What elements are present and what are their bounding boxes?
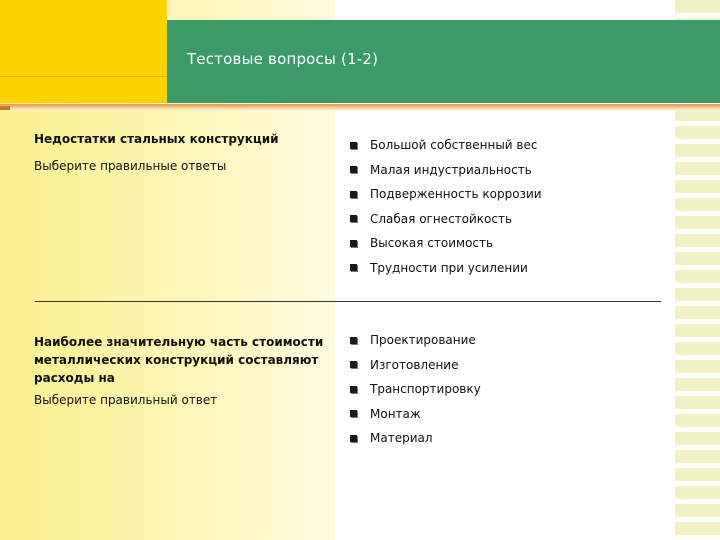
option-label: Транспортировку <box>370 382 481 397</box>
header-accent-block <box>0 0 167 103</box>
question-2-option[interactable] <box>350 377 481 402</box>
square-checkbox-icon[interactable] <box>350 191 357 198</box>
option-label: Трудности при усилении <box>370 260 528 275</box>
question-1-title: Недостатки стальных конструкций <box>34 132 279 146</box>
option-label: Малая индустриальность <box>370 162 532 177</box>
question-1-option[interactable] <box>350 133 542 158</box>
option-label: Подверженность коррозии <box>370 187 542 202</box>
question-2-options <box>350 328 481 451</box>
question-1-option[interactable] <box>350 256 542 281</box>
question-2-option[interactable] <box>350 353 481 378</box>
square-checkbox-icon[interactable] <box>350 142 357 149</box>
option-label: Высокая стоимость <box>370 236 494 251</box>
option-label: Проектирование <box>370 333 476 348</box>
question-divider <box>35 301 661 302</box>
question-1-option[interactable] <box>350 207 542 232</box>
option-label: Монтаж <box>370 406 421 421</box>
square-checkbox-icon[interactable] <box>350 215 357 222</box>
title-underline <box>0 104 720 110</box>
square-checkbox-icon[interactable] <box>350 386 357 393</box>
title-underline-mark <box>0 106 10 110</box>
question-1-option[interactable] <box>350 158 542 183</box>
question-2-option[interactable] <box>350 328 481 353</box>
header-accent-line <box>0 76 167 77</box>
square-checkbox-icon[interactable] <box>350 410 357 417</box>
square-checkbox-icon[interactable] <box>350 337 357 344</box>
option-label: Материал <box>370 431 433 446</box>
option-label: Слабая огнестойкость <box>370 211 513 226</box>
option-label: Большой собственный вес <box>370 138 538 153</box>
question-2-option[interactable] <box>350 402 481 427</box>
square-checkbox-icon[interactable] <box>350 240 357 247</box>
question-1-option[interactable] <box>350 182 542 207</box>
question-1-instruction: Выберите правильные ответы <box>34 159 227 173</box>
square-checkbox-icon[interactable] <box>350 166 357 173</box>
question-1-options <box>350 133 542 280</box>
slide-title: Тестовые вопросы (1-2) <box>187 50 379 68</box>
question-1-option[interactable] <box>350 231 542 256</box>
question-2-instruction: Выберите правильный ответ <box>34 393 218 407</box>
square-checkbox-icon[interactable] <box>350 361 357 368</box>
square-checkbox-icon[interactable] <box>350 264 357 271</box>
square-checkbox-icon[interactable] <box>350 435 357 442</box>
question-2-option[interactable] <box>350 426 481 451</box>
question-2-title: Наиболее значительную часть стоимости металлических конструкций составляют расходы на <box>34 335 324 385</box>
option-label: Изготовление <box>370 357 459 372</box>
